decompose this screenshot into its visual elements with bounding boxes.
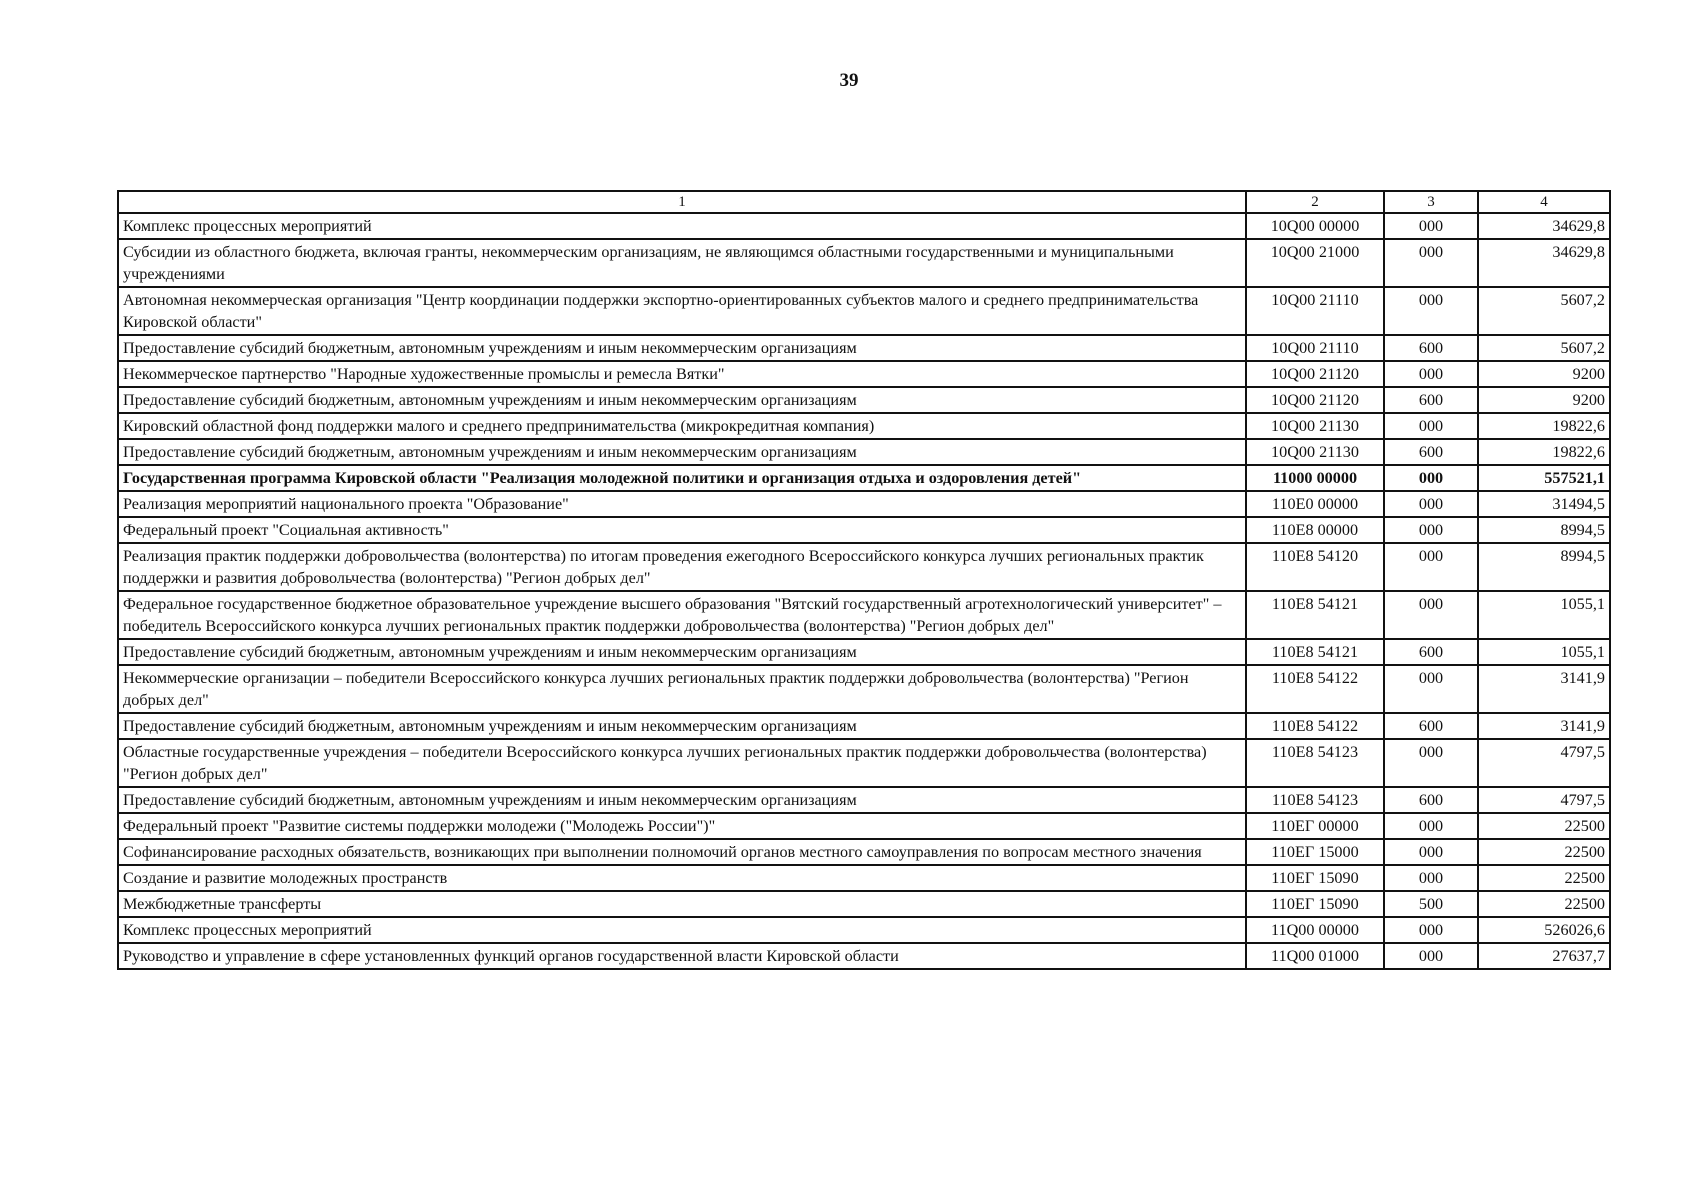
row-kvr-cell: 600 xyxy=(1384,639,1478,665)
row-name-cell: Некоммерческое партнерство "Народные художественные промыслы и ремесла Вятки" xyxy=(118,361,1246,387)
row-code-cell: 11Q00 00000 xyxy=(1246,917,1384,943)
row-sum-cell: 31494,5 xyxy=(1478,491,1610,517)
row-kvr-cell: 600 xyxy=(1384,787,1478,813)
row-name-cell: Некоммерческие организации – победители Всероссийского конкурса лучших региональных практик поддержки добровольчества (волонтерства) "Регион добрых дел" xyxy=(118,665,1246,713)
row-sum-cell: 1055,1 xyxy=(1478,591,1610,639)
row-sum-cell: 3141,9 xyxy=(1478,665,1610,713)
row-name-cell: Предоставление субсидий бюджетным, автономным учреждениям и иным некоммерческим организациям xyxy=(118,787,1246,813)
row-name-cell: Кировский областной фонд поддержки малого и среднего предпринимательства (микрокредитная компания) xyxy=(118,413,1246,439)
row-name-cell: Предоставление субсидий бюджетным, автономным учреждениям и иным некоммерческим организациям xyxy=(118,335,1246,361)
table-row xyxy=(118,739,1610,787)
budget-table xyxy=(117,190,1611,970)
row-kvr-cell: 000 xyxy=(1384,839,1478,865)
page-number: 39 xyxy=(839,70,859,91)
row-sum-cell: 5607,2 xyxy=(1478,335,1610,361)
row-code-cell: 110ЕГ 15090 xyxy=(1246,865,1384,891)
row-sum-cell: 8994,5 xyxy=(1478,517,1610,543)
table-row xyxy=(118,361,1610,387)
row-name-cell: Федеральное государственное бюджетное образовательное учреждение высшего образования "Вятский государственный агротехнологический университет" – победитель Всероссийского конкурса лучших региональных практик поддержки добровольчества (волонтерства) "Регион добрых дел" xyxy=(118,591,1246,639)
table-row xyxy=(118,239,1610,287)
table-row xyxy=(118,917,1610,943)
table-row xyxy=(118,665,1610,713)
row-sum-cell: 8994,5 xyxy=(1478,543,1610,591)
row-code-cell: 10Q00 21130 xyxy=(1246,439,1384,465)
row-code-cell: 110E8 54122 xyxy=(1246,713,1384,739)
table-row xyxy=(118,491,1610,517)
row-kvr-cell: 600 xyxy=(1384,387,1478,413)
row-kvr-cell: 000 xyxy=(1384,465,1478,491)
table-row xyxy=(118,639,1610,665)
row-kvr-cell: 000 xyxy=(1384,491,1478,517)
row-code-cell: 110E8 54121 xyxy=(1246,591,1384,639)
row-sum-cell: 19822,6 xyxy=(1478,439,1610,465)
row-name-cell: Предоставление субсидий бюджетным, автономным учреждениям и иным некоммерческим организациям xyxy=(118,439,1246,465)
row-name-cell: Федеральный проект "Социальная активность" xyxy=(118,517,1246,543)
row-sum-cell: 4797,5 xyxy=(1478,739,1610,787)
table-row xyxy=(118,335,1610,361)
table-row xyxy=(118,813,1610,839)
row-name-cell: Федеральный проект "Развитие системы поддержки молодежи ("Молодежь России")" xyxy=(118,813,1246,839)
row-code-cell: 110ЕГ 00000 xyxy=(1246,813,1384,839)
table-row xyxy=(118,943,1610,969)
row-code-cell: 110ЕГ 15000 xyxy=(1246,839,1384,865)
row-sum-cell: 1055,1 xyxy=(1478,639,1610,665)
row-sum-cell: 27637,7 xyxy=(1478,943,1610,969)
row-kvr-cell: 000 xyxy=(1384,591,1478,639)
row-code-cell: 110E8 54122 xyxy=(1246,665,1384,713)
table-row xyxy=(118,839,1610,865)
row-kvr-cell: 000 xyxy=(1384,865,1478,891)
column-header-code: 2 xyxy=(1246,191,1384,213)
column-header-name: 1 xyxy=(118,191,1246,213)
row-name-cell: Государственная программа Кировской области "Реализация молодежной политики и организация отдыха и оздоровления детей" xyxy=(118,465,1246,491)
row-name-cell: Межбюджетные трансферты xyxy=(118,891,1246,917)
column-header-sum: 4 xyxy=(1478,191,1610,213)
table-row xyxy=(118,713,1610,739)
row-kvr-cell: 000 xyxy=(1384,813,1478,839)
column-header-kvr: 3 xyxy=(1384,191,1478,213)
row-kvr-cell: 000 xyxy=(1384,517,1478,543)
table-row xyxy=(118,213,1610,239)
row-kvr-cell: 000 xyxy=(1384,213,1478,239)
row-name-cell: Реализация мероприятий национального проекта "Образование" xyxy=(118,491,1246,517)
row-sum-cell: 34629,8 xyxy=(1478,213,1610,239)
table-row xyxy=(118,591,1610,639)
table-row xyxy=(118,439,1610,465)
table-row xyxy=(118,865,1610,891)
row-sum-cell: 22500 xyxy=(1478,891,1610,917)
row-code-cell: 11000 00000 xyxy=(1246,465,1384,491)
row-sum-cell: 22500 xyxy=(1478,813,1610,839)
row-code-cell: 10Q00 21110 xyxy=(1246,335,1384,361)
row-kvr-cell: 000 xyxy=(1384,917,1478,943)
row-kvr-cell: 600 xyxy=(1384,335,1478,361)
row-code-cell: 10Q00 21120 xyxy=(1246,387,1384,413)
row-sum-cell: 22500 xyxy=(1478,865,1610,891)
row-code-cell: 10Q00 21110 xyxy=(1246,287,1384,335)
row-kvr-cell: 000 xyxy=(1384,287,1478,335)
table-row xyxy=(118,543,1610,591)
row-code-cell: 10Q00 21000 xyxy=(1246,239,1384,287)
table-row xyxy=(118,413,1610,439)
row-sum-cell: 34629,8 xyxy=(1478,239,1610,287)
row-code-cell: 110E8 54123 xyxy=(1246,739,1384,787)
row-code-cell: 10Q00 00000 xyxy=(1246,213,1384,239)
row-kvr-cell: 000 xyxy=(1384,239,1478,287)
table-row xyxy=(118,465,1610,491)
row-code-cell: 110E8 00000 xyxy=(1246,517,1384,543)
row-name-cell: Руководство и управление в сфере установленных функций органов государственной власти Кировской области xyxy=(118,943,1246,969)
row-name-cell: Автономная некоммерческая организация "Центр координации поддержки экспортно-ориентированных субъектов малого и среднего предпринимательства Кировской области" xyxy=(118,287,1246,335)
table-row xyxy=(118,891,1610,917)
row-sum-cell: 4797,5 xyxy=(1478,787,1610,813)
row-name-cell: Комплекс процессных мероприятий xyxy=(118,213,1246,239)
row-sum-cell: 557521,1 xyxy=(1478,465,1610,491)
row-code-cell: 110ЕГ 15090 xyxy=(1246,891,1384,917)
row-name-cell: Предоставление субсидий бюджетным, автономным учреждениям и иным некоммерческим организациям xyxy=(118,639,1246,665)
row-sum-cell: 9200 xyxy=(1478,387,1610,413)
row-name-cell: Субсидии из областного бюджета, включая гранты, некоммерческим организациям, не являющимся областными государственными и муниципальными учреждениями xyxy=(118,239,1246,287)
row-kvr-cell: 000 xyxy=(1384,665,1478,713)
row-code-cell: 110E0 00000 xyxy=(1246,491,1384,517)
row-code-cell: 110E8 54120 xyxy=(1246,543,1384,591)
row-code-cell: 10Q00 21130 xyxy=(1246,413,1384,439)
row-kvr-cell: 500 xyxy=(1384,891,1478,917)
row-name-cell: Комплекс процессных мероприятий xyxy=(118,917,1246,943)
table-row xyxy=(118,387,1610,413)
row-sum-cell: 19822,6 xyxy=(1478,413,1610,439)
row-kvr-cell: 000 xyxy=(1384,361,1478,387)
row-sum-cell: 5607,2 xyxy=(1478,287,1610,335)
row-name-cell: Софинансирование расходных обязательств, возникающих при выполнении полномочий органов местного самоуправления по вопросам местного значения xyxy=(118,839,1246,865)
row-code-cell: 110E8 54123 xyxy=(1246,787,1384,813)
row-sum-cell: 9200 xyxy=(1478,361,1610,387)
table-row xyxy=(118,517,1610,543)
row-code-cell: 10Q00 21120 xyxy=(1246,361,1384,387)
row-kvr-cell: 600 xyxy=(1384,713,1478,739)
table-row xyxy=(118,287,1610,335)
row-kvr-cell: 000 xyxy=(1384,543,1478,591)
row-name-cell: Предоставление субсидий бюджетным, автономным учреждениям и иным некоммерческим организациям xyxy=(118,387,1246,413)
row-kvr-cell: 000 xyxy=(1384,943,1478,969)
row-kvr-cell: 000 xyxy=(1384,413,1478,439)
table-header-row xyxy=(118,191,1610,213)
row-kvr-cell: 600 xyxy=(1384,439,1478,465)
row-code-cell: 110E8 54121 xyxy=(1246,639,1384,665)
row-sum-cell: 526026,6 xyxy=(1478,917,1610,943)
row-sum-cell: 22500 xyxy=(1478,839,1610,865)
row-code-cell: 11Q00 01000 xyxy=(1246,943,1384,969)
row-name-cell: Областные государственные учреждения – победители Всероссийского конкурса лучших региональных практик поддержки добровольчества (волонтерства) "Регион добрых дел" xyxy=(118,739,1246,787)
row-kvr-cell: 000 xyxy=(1384,739,1478,787)
row-sum-cell: 3141,9 xyxy=(1478,713,1610,739)
row-name-cell: Предоставление субсидий бюджетным, автономным учреждениям и иным некоммерческим организациям xyxy=(118,713,1246,739)
row-name-cell: Реализация практик поддержки добровольчества (волонтерства) по итогам проведения ежегодного Всероссийского конкурса лучших региональных практик поддержки и развития добровольчества (волонтерства) "Регион добрых дел" xyxy=(118,543,1246,591)
row-name-cell: Создание и развитие молодежных пространств xyxy=(118,865,1246,891)
table-row xyxy=(118,787,1610,813)
